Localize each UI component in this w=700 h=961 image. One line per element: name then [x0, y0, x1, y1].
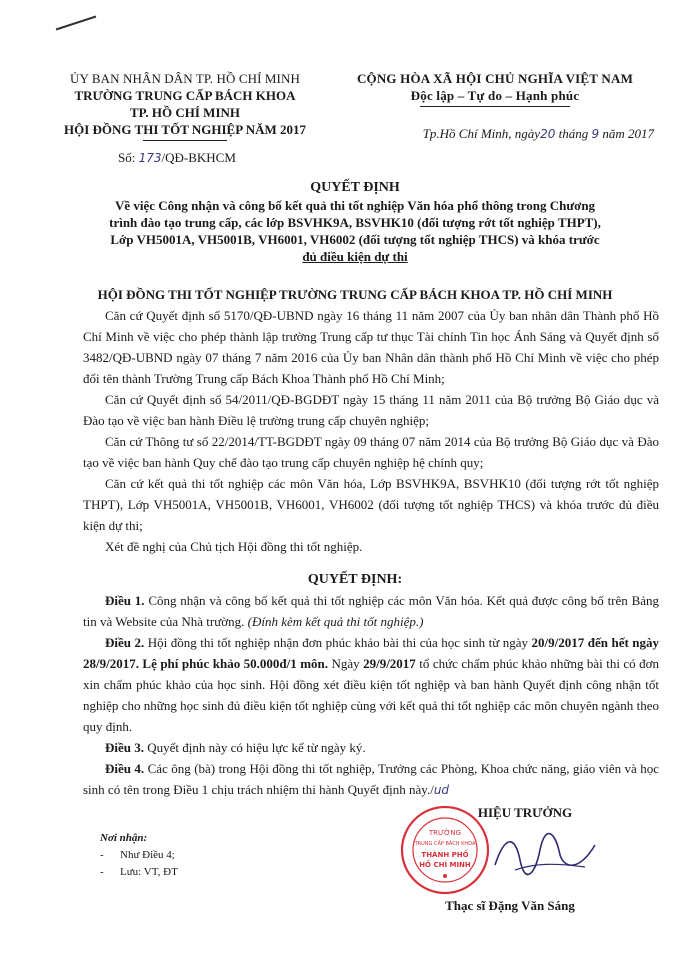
doc-no-prefix: Số:: [118, 150, 136, 165]
article-text: Ngày: [328, 656, 364, 671]
committee-name: ỦY BAN NHÂN DÂN TP. HỒ CHÍ MINH: [70, 71, 300, 86]
legal-bases: [83, 305, 659, 557]
school-name-line2: TP. HỒ CHÍ MINH: [129, 105, 241, 120]
legal-basis: Căn cứ kết quả thi tốt nghiệp các môn Văn hóa, Lớp BSVHK9A, BSVHK10 (đối tượng rớt tốt nghiệp THPT), Lớp VH5001A, VH5001B, VH6001, VH6002 (đối tượng tốt nghiệp THCS) và khóa trước đủ điều kiện dự thi;: [83, 476, 659, 533]
initials-mark: ud: [433, 783, 450, 797]
article-label: Điều 4.: [105, 761, 145, 776]
recipient-item: - Lưu: VT, ĐT: [100, 866, 178, 878]
recipients-block: [100, 830, 300, 881]
subject-line: Về việc Công nhận và công bố kết quả thi tốt nghiệp Văn hóa phổ thông trong Chương: [114, 198, 596, 213]
articles: [83, 590, 659, 801]
national-motto: Độc lập – Tự do – Hạnh phúc: [410, 88, 580, 103]
article-text: Hội đồng thi tốt nghiệp nhận đơn phúc khảo bài thi của học sinh từ ngày: [144, 635, 532, 650]
school-name-line1: TRƯỜNG TRUNG CẤP BÁCH KHOA: [74, 88, 296, 103]
appeal-grading-date: 29/9/2017: [363, 656, 416, 671]
article-note: (Đính kèm kết quả thi tốt nghiệp.): [247, 614, 424, 629]
article-text: tổ chức chấm phúc khảo những bài thi có đơn xin chấm phúc khảo của học sinh. Hội đồng xét điều kiện tốt nghiệp và ban hành Quyết định công nhận tốt nghiệp cho những học sinh đủ điều kiện tốt nghiệp cùng với kết quả thi tốt nghiệp các môn chuyên ngành theo quy định.: [83, 656, 659, 734]
seal-line: THÀNH PHỐ: [421, 851, 469, 859]
article-text: Các ông (bà) trong Hội đồng thi tốt nghiệp, Trưởng các Phòng, Khoa chức năng, giáo viên và học sinh có tên trong Điều 1 chịu trách nhiệm thi hành Quyết định này./: [83, 761, 660, 797]
recipients-heading: Nơi nhận:: [100, 832, 148, 844]
article-text: Công nhận và công bố kết quả thi tốt nghiệp các môn Văn hóa. Kết quả được công bố trên Bảng tin và Website của Nhà trường.: [83, 593, 660, 629]
header-divider: [143, 140, 227, 141]
legal-basis: Căn cứ Thông tư số 22/2014/TT-BGDĐT ngày 09 tháng 07 năm 2014 của Bộ trưởng Bộ Giáo dục và Đào tạo về việc ban hành Quy chế đào tạo trung cấp chuyên nghiệp hệ chính quy;: [83, 434, 659, 470]
legal-basis: Xét đề nghị của Chủ tịch Hội đồng thi tốt nghiệp.: [105, 539, 363, 554]
doc-no-handwritten: 173: [138, 151, 162, 165]
nation-name: CỘNG HÒA XÃ HỘI CHỦ NGHĨA VIỆT NAM: [356, 71, 634, 86]
recipient-item: - Như Điều 4;: [100, 849, 175, 861]
subject-line: Lớp VH5001A, VH5001B, VH6001, VH6002 (đối tượng tốt nghiệp THCS) và khóa trước: [110, 232, 600, 247]
article-4: [83, 758, 659, 801]
document-title: QUYẾT ĐỊNH: [310, 180, 400, 195]
national-header: [330, 70, 660, 143]
seal-line: TRUNG CẤP BÁCH KHOA: [414, 841, 476, 847]
subject-line: trình đào tạo trung cấp, các lớp BSVHK9A, BSVHK10 (đối tượng rớt tốt nghiệp THPT),: [109, 215, 601, 230]
subject-line: đủ điều kiện dự thi: [302, 249, 408, 264]
handwritten-signature: [485, 825, 605, 885]
article-label: Điều 3.: [105, 740, 144, 755]
seal-line: HỒ CHÍ MINH: [419, 861, 471, 869]
date-day: 20: [540, 127, 556, 141]
date-month: 9: [591, 127, 600, 141]
council-heading: HỘI ĐỒNG THI TỐT NGHIỆP TRƯỜNG TRUNG CẤP BÁCH KHOA TP. HỒ CHÍ MINH: [97, 287, 613, 302]
issuer-header: [50, 70, 320, 167]
legal-basis: Căn cứ Quyết định số 5170/QĐ-UBND ngày 16 tháng 11 năm 2007 của Ủy ban nhân dân Thành phố Hồ Chí Minh về việc cho phép thành lập trường Trung cấp tư thục Tài chính Tin học Ánh Sáng và Quyết định số 3482/QĐ-UBND ngày 07 tháng 7 năm 2016 của Ủy ban Nhân dân thành phố Hồ Chí Minh về việc cho phép đổi tên thành Trường Trung cấp Bách Khoa Thành phố Hồ Chí Minh;: [83, 308, 659, 386]
appeal-period: 20/9/2017 đến hết ngày 28/9/2017. Lệ phí phúc khảo 50.000đ/1 môn.: [83, 635, 660, 671]
pen-mark: [56, 16, 97, 31]
document-subject: [85, 197, 625, 265]
decision-heading: QUYẾT ĐỊNH:: [307, 572, 403, 587]
issue-date: [330, 125, 660, 143]
article-text: Quyết định này có hiệu lực kể từ ngày ký.: [144, 740, 366, 755]
article-1: [83, 590, 659, 632]
article-3: [83, 737, 659, 758]
motto-underline: [420, 106, 570, 107]
article-label: Điều 1.: [105, 593, 145, 608]
date-suffix: năm 2017: [602, 126, 654, 141]
doc-no-suffix: /QĐ-BKHCM: [161, 150, 236, 165]
signer-name: Thạc sĩ Đặng Văn Sáng: [445, 898, 575, 913]
council-name: HỘI ĐỒNG THI TỐT NGHIỆP NĂM 2017: [64, 122, 306, 137]
date-month-label: tháng: [558, 126, 589, 141]
legal-basis: Căn cứ Quyết định số 54/2011/QĐ-BGDĐT ngày 15 tháng 11 năm 2011 của Bộ trưởng Bộ Giáo dục và Đào tạo về việc ban hành Điều lệ trường trung cấp chuyên nghiệp;: [83, 392, 659, 428]
date-prefix: Tp.Hồ Chí Minh, ngày: [422, 126, 541, 141]
article-label: Điều 2.: [105, 635, 145, 650]
article-2: [83, 632, 659, 737]
document-number: [50, 149, 320, 167]
seal-line: TRƯỜNG: [428, 829, 462, 837]
signer-title: HIỆU TRƯỞNG: [477, 805, 573, 820]
